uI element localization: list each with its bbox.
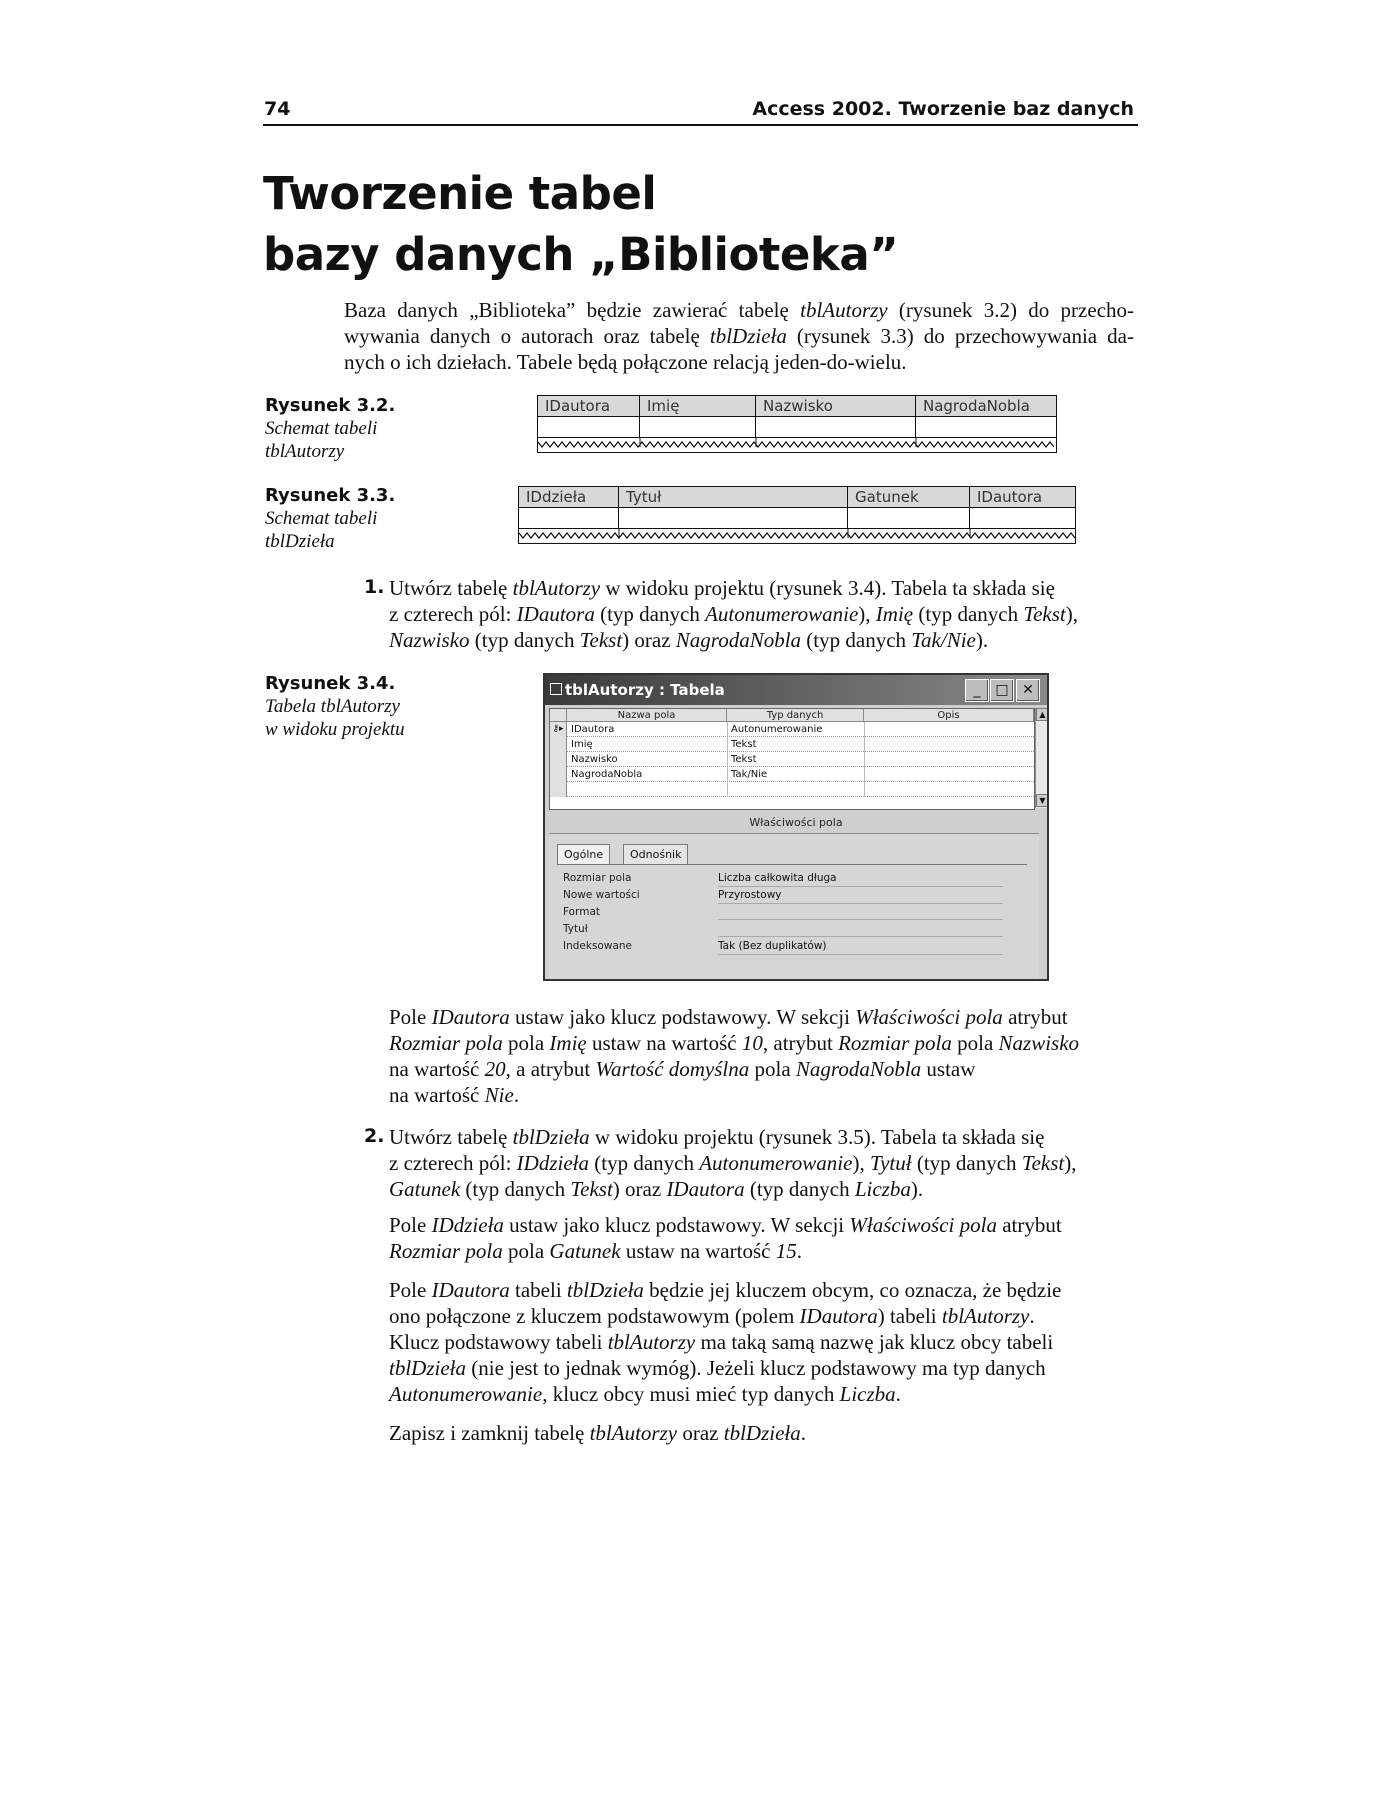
schema-column-header: Gatunek [848,487,970,507]
schema-column-header: Nazwisko [756,396,916,416]
italic-term: Rozmiar pola [389,1031,503,1055]
figure-caption-3-3 [265,484,415,553]
figure-description: Tabela tblAutorzy [265,696,400,717]
page-number: 74 [264,98,291,120]
italic-term: tblDzieła [512,1125,590,1149]
intro-line: nych o ich dziełach. Tabele będą połączone relacją jeden-do-wielu. [344,350,907,374]
field-name[interactable]: IDautora [571,724,615,735]
figure-description: tblAutorzy [265,441,345,462]
paragraph-line: Klucz podstawowy tabeli tblAutorzy ma taką samą nazwę jak klucz obcy tabeli [389,1330,1054,1354]
italic-term: Wartość domyślna [595,1057,750,1081]
title-line-1: Tworzenie tabel [263,167,657,220]
schema-empty-row [519,508,1075,529]
minimize-button[interactable]: _ [965,679,989,702]
property-label: Format [563,906,601,918]
grid-vertical-scrollbar[interactable] [1035,708,1049,808]
italic-term: tblAutorzy [941,1304,1030,1328]
italic-term: tblDzieła [389,1356,466,1380]
italic-term: Właściwości pola [855,1005,1003,1029]
italic-term: IDautora [799,1304,878,1328]
running-header-title: Access 2002. Tworzenie baz danych [752,98,1134,120]
italic-term: tblDzieła [723,1421,801,1445]
figure-description: tblDzieła [265,531,335,552]
field-data-type[interactable]: Autonumerowanie [731,724,823,735]
italic-term: Tekst [1021,1151,1065,1175]
intro-line: wywania danych o autorach oraz tabelę tblDzieła (rysunek 3.3) do przechowywania da- [344,324,1134,348]
italic-term: IDdzieła [431,1213,504,1237]
property-label: Rozmiar pola [563,872,632,884]
step-line: Utwórz tabelę tblDzieła w widoku projektu (rysunek 3.5). Tabela ta składa się [389,1125,1045,1149]
paragraph-line: Autonumerowanie, klucz obcy musi mieć typ danych Liczba. [389,1382,901,1406]
paragraph-line: tblDzieła (nie jest to jednak wymóg). Jeżeli klucz podstawowy ma typ danych [389,1356,1046,1380]
schema-column-header: IDautora [977,488,1043,506]
italic-term: tblAutorzy [589,1421,678,1445]
paragraph-line: Pole IDdzieła ustaw jako klucz podstawowy. W sekcji Właściwości pola atrybut [389,1213,1062,1237]
window-title: tblAutorzy : Tabela [565,681,725,699]
field-name[interactable]: Nazwisko [571,754,618,765]
figure-caption-3-4 [265,672,445,741]
italic-term: 20 [484,1057,506,1081]
paragraph-key-settings [389,1004,1109,1108]
italic-term: NagrodaNobla [795,1057,922,1081]
italic-term: tblAutorzy [607,1330,696,1354]
field-row[interactable] [550,737,1034,752]
italic-term: Tekst [579,628,623,652]
italic-term: Właściwości pola [849,1213,997,1237]
step-line: Nazwisko (typ danych Tekst) oraz NagrodaNobla (typ danych Tak/Nie). [389,628,989,652]
property-label: Nowe wartości [563,889,640,901]
step-line: Gatunek (typ danych Tekst) oraz IDautora (typ danych Liczba). [389,1177,924,1201]
italic-term: Imię [549,1031,587,1055]
paragraph-line: Zapisz i zamknij tabelę tblAutorzy oraz tblDzieła. [389,1421,806,1445]
access-table-design-window [543,673,1049,981]
field-data-type[interactable]: Tak/Nie [731,769,768,780]
italic-term: IDautora [516,602,595,626]
field-properties-panel [549,833,1039,980]
title-line-2: bazy danych „Biblioteka” [263,228,899,281]
grid-column-header: Nazwa pola [567,709,727,722]
italic-term: Rozmiar pola [838,1031,952,1055]
field-row[interactable] [550,767,1034,782]
property-value[interactable]: Przyrostowy [718,887,1003,904]
step-line: Utwórz tabelę tblAutorzy w widoku projektu (rysunek 3.4). Tabela ta składa się [389,576,1055,600]
property-label: Tytuł [563,923,588,935]
close-button[interactable]: ✕ [1016,679,1040,702]
field-properties-title: Właściwości pola [749,816,843,829]
wavy-edge-graphic [519,529,1075,543]
property-label: Indeksowane [563,940,632,952]
italic-term: Imię [875,602,914,626]
italic-term: Autonumerowanie [705,602,859,626]
property-row[interactable] [563,904,1003,920]
step-number: 1. [364,576,385,598]
italic-term: Gatunek [549,1239,621,1263]
schema-header-row [519,487,1075,508]
italic-term: Autonumerowanie [389,1382,543,1406]
schema-table-tblDziela [518,486,1076,544]
field-row[interactable] [550,752,1034,767]
field-name[interactable]: NagrodaNobla [571,769,643,780]
schema-torn-edge [538,438,1056,452]
italic-term: Autonumerowanie [699,1151,853,1175]
italic-term: Liczba [839,1382,896,1406]
schema-column-header: IDdzieła [519,487,619,507]
row-selector [550,737,567,752]
italic-term: Nazwisko [998,1031,1080,1055]
field-name[interactable]: Imię [571,739,593,750]
italic-term: NagrodaNobla [675,628,802,652]
figure-number: Rysunek 3.3. [265,485,396,506]
row-selector [550,782,567,797]
italic-term: tblAutorzy [800,298,888,322]
italic-term: 10 [741,1031,763,1055]
paragraph-line: Rozmiar pola pola Imię ustaw na wartość 10, atrybut Rozmiar pola pola Nazwisko [389,1031,1080,1055]
scroll-down-icon[interactable]: ▼ [1036,794,1049,807]
window-titlebar[interactable] [545,675,1047,705]
schema-column-header: Imię [640,396,756,416]
italic-term: IDautora [431,1278,510,1302]
field-row[interactable] [550,722,1034,737]
maximize-button[interactable]: □ [990,679,1014,702]
figure-number: Rysunek 3.4. [265,673,396,694]
property-row[interactable] [563,870,1003,886]
row-selector-header [550,709,567,722]
paragraph-line: na wartość Nie. [389,1083,520,1107]
italic-term: Rozmiar pola [389,1239,503,1263]
italic-term: IDautora [666,1177,745,1201]
step-line: z czterech pól: IDdzieła (typ danych Autonumerowanie), Tytuł (typ danych Tekst), [389,1151,1077,1175]
paragraph-save [389,1420,1109,1446]
italic-term: Tekst [1023,602,1066,626]
italic-term: Gatunek [389,1177,461,1201]
schema-column-header: NagrodaNobla [923,397,1030,415]
italic-term: IDdzieła [516,1151,589,1175]
paragraph-foreign-key [389,1277,1109,1407]
italic-term: tblAutorzy [512,576,601,600]
figure-number: Rysunek 3.2. [265,395,396,416]
field-row-empty[interactable] [550,782,1034,797]
row-selector [550,752,567,767]
italic-term: tblDzieła [566,1278,644,1302]
paragraph-line: ono połączone z kluczem podstawowym (polem IDautora) tabeli tblAutorzy. [389,1304,1035,1328]
paragraph-line: Pole IDautora tabeli tblDzieła będzie jej kluczem obcym, co oznacza, że będzie [389,1278,1062,1302]
paragraph-dziela-key [389,1212,1109,1264]
schema-table-tblAutorzy [537,395,1057,453]
chapter-section-title [263,163,898,285]
intro-line: Baza danych „Biblioteka” będzie zawierać tabelę tblAutorzy (rysunek 3.2) do przecho- [344,298,1135,322]
property-row[interactable] [563,887,1003,903]
schema-column-header: Tytuł [619,487,848,507]
property-value[interactable]: Liczba całkowita długa [718,870,1003,887]
italic-term: Tekst [570,1177,613,1201]
italic-term: 15 [775,1239,797,1263]
field-data-type[interactable]: Tekst [731,754,757,765]
figure-caption-3-2 [265,394,415,463]
italic-term: tblDzieła [709,324,787,348]
step-number: 2. [364,1125,385,1147]
figure-description: w widoku projektu [265,719,405,740]
italic-term: IDautora [431,1005,510,1029]
property-row[interactable] [563,938,1003,954]
figure-description: Schemat tabeli [265,508,378,529]
italic-term: Tytuł [869,1151,912,1175]
property-value[interactable] [718,921,1003,937]
paragraph-line: na wartość 20, a atrybut Wartość domyślna pola NagrodaNobla ustaw [389,1057,976,1081]
scroll-up-icon[interactable]: ▲ [1036,708,1049,721]
paragraph-line: Rozmiar pola pola Gatunek ustaw na wartość 15. [389,1239,802,1263]
field-design-grid [549,708,1035,810]
property-value[interactable] [718,904,1003,920]
step-line: z czterech pól: IDautora (typ danych Autonumerowanie), Imię (typ danych Tekst), [389,602,1079,626]
intro-paragraph [344,297,1134,375]
field-data-type[interactable]: Tekst [731,739,757,750]
italic-term: Tak/Nie [911,628,976,652]
italic-term: Nazwisko [389,628,470,652]
property-row[interactable] [563,921,1003,937]
grid-column-header: Opis [864,709,1034,722]
italic-term: Nie [484,1083,514,1107]
step-1-text [389,575,1099,653]
schema-header-row [538,396,1056,417]
property-value[interactable]: Tak (Bez duplikatów) [718,938,1003,955]
primary-key-icon: ⚷▸ [550,722,567,737]
figure-description: Schemat tabeli [265,418,378,439]
wavy-edge-graphic [538,438,1056,452]
row-selector [550,767,567,782]
schema-empty-row [538,417,1056,438]
paragraph-line: Pole IDautora ustaw jako klucz podstawowy. W sekcji Właściwości pola atrybut [389,1005,1068,1029]
grid-column-header: Typ danych [727,709,864,722]
tab-general[interactable]: Ogólne [557,844,610,865]
tab-lookup[interactable]: Odnośnik [623,844,688,865]
table-icon [550,683,562,695]
header-rule [263,124,1138,126]
schema-torn-edge [519,529,1075,543]
italic-term: Liczba [854,1177,911,1201]
schema-column-header: IDautora [538,396,640,416]
step-2-text [389,1124,1109,1202]
